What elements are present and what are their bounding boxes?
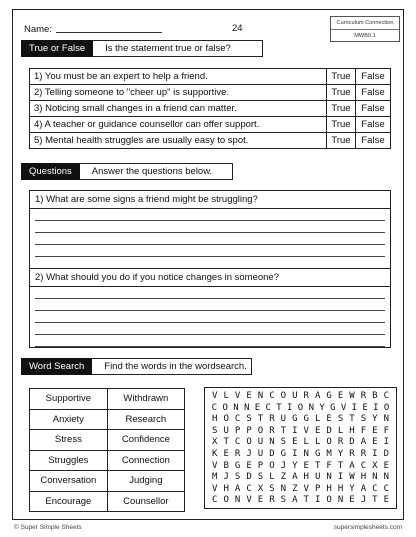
- grid-letter[interactable]: D: [349, 437, 355, 448]
- true-false-table: [29, 68, 391, 149]
- grid-letter[interactable]: P: [234, 425, 241, 436]
- questions-header: [21, 163, 233, 180]
- answer-line[interactable]: [35, 299, 385, 311]
- grid-letter[interactable]: E: [314, 425, 321, 436]
- answer-line[interactable]: [35, 311, 385, 323]
- grid-letter[interactable]: C: [234, 414, 241, 425]
- grid-letter[interactable]: O: [246, 437, 252, 448]
- grid-letter[interactable]: E: [337, 391, 344, 401]
- grid-letter[interactable]: A: [360, 437, 367, 448]
- grid-letter[interactable]: D: [269, 448, 275, 459]
- grid-letter[interactable]: I: [372, 448, 378, 459]
- grid-letter[interactable]: O: [383, 402, 390, 413]
- grid-letter[interactable]: N: [257, 391, 264, 401]
- grid-letter[interactable]: M: [212, 472, 218, 483]
- grid-letter[interactable]: M: [326, 448, 332, 459]
- answer-line[interactable]: [35, 233, 385, 245]
- grid-letter[interactable]: L: [303, 437, 309, 448]
- grid-letter[interactable]: C: [234, 437, 241, 448]
- false-option[interactable]: False: [356, 69, 391, 85]
- grid-letter[interactable]: E: [349, 495, 355, 506]
- word-item: Judging: [107, 471, 184, 492]
- copyright: © Super Simple Sheets: [14, 524, 82, 531]
- word-search-grid: [204, 387, 397, 509]
- answer-line[interactable]: [35, 335, 385, 347]
- grid-letter[interactable]: H: [212, 414, 218, 425]
- grid-letter[interactable]: Z: [280, 472, 287, 483]
- statement-text: 5) Mental health struggles are usually easy to spot.: [30, 133, 327, 149]
- answer-line[interactable]: [35, 209, 385, 221]
- grid-row: [209, 461, 392, 473]
- grid-letter[interactable]: N: [269, 437, 275, 448]
- grid-letter[interactable]: E: [246, 460, 252, 471]
- statement-text: 2) Telling someone to "cheer up" is supportive.: [30, 85, 327, 101]
- grid-letter[interactable]: O: [257, 425, 264, 436]
- grid-letter[interactable]: N: [372, 472, 378, 483]
- grid-letter[interactable]: E: [246, 391, 252, 401]
- grid-letter[interactable]: E: [372, 425, 378, 436]
- word-row: [30, 450, 185, 471]
- grid-letter[interactable]: J: [223, 472, 229, 483]
- grid-letter[interactable]: N: [383, 472, 389, 483]
- grid-letter[interactable]: R: [303, 391, 309, 401]
- grid-letter[interactable]: E: [326, 414, 332, 425]
- curriculum-title: Curriculum Connection: [331, 17, 399, 30]
- false-option[interactable]: False: [356, 85, 391, 101]
- statement-text: 4) A teacher or guidance counsellor can offer support.: [30, 117, 327, 133]
- true-option[interactable]: True: [327, 133, 356, 149]
- grid-letter[interactable]: Z: [292, 483, 298, 494]
- true-option[interactable]: True: [327, 117, 356, 133]
- grid-letter[interactable]: P: [314, 483, 321, 494]
- grid-letter[interactable]: S: [337, 414, 344, 425]
- grid-letter[interactable]: R: [349, 448, 355, 459]
- grid-letter[interactable]: T: [276, 402, 282, 413]
- grid-letter[interactable]: L: [269, 472, 275, 483]
- grid-letter[interactable]: U: [314, 472, 321, 483]
- grid-letter[interactable]: R: [234, 448, 241, 459]
- answer-line[interactable]: [35, 287, 385, 299]
- grid-letter[interactable]: S: [212, 425, 218, 436]
- answer-line[interactable]: [35, 245, 385, 257]
- grid-letter[interactable]: J: [280, 460, 287, 471]
- word-row: [30, 491, 185, 512]
- grid-letter[interactable]: D: [383, 448, 389, 459]
- grid-letter[interactable]: T: [303, 495, 309, 506]
- word-item: Struggles: [30, 450, 108, 471]
- word-item: Conversation: [30, 471, 108, 492]
- grid-letter[interactable]: O: [222, 402, 228, 413]
- grid-letter[interactable]: C: [360, 460, 367, 471]
- grid-letter[interactable]: S: [269, 483, 275, 494]
- word-row: [30, 430, 185, 451]
- question-1-box: [29, 190, 391, 269]
- grid-letter[interactable]: N: [280, 483, 287, 494]
- grid-letter[interactable]: R: [269, 414, 275, 425]
- true-false-header: [21, 40, 263, 57]
- grid-letter[interactable]: H: [360, 472, 367, 483]
- grid-letter[interactable]: L: [314, 437, 321, 448]
- grid-letter[interactable]: S: [280, 437, 287, 448]
- grid-letter[interactable]: I: [337, 472, 344, 483]
- grid-letter[interactable]: U: [223, 425, 229, 436]
- grid-letter[interactable]: Y: [372, 414, 378, 425]
- question-1: 1) What are some signs a friend might be struggling?: [30, 191, 390, 209]
- grid-letter[interactable]: A: [349, 460, 355, 471]
- grid-letter[interactable]: A: [360, 483, 367, 494]
- grid-letter[interactable]: I: [373, 402, 379, 413]
- grid-letter[interactable]: R: [360, 391, 367, 401]
- grid-letter[interactable]: V: [303, 483, 309, 494]
- false-option[interactable]: False: [356, 133, 391, 149]
- word-row: [30, 389, 185, 410]
- grid-letter[interactable]: G: [280, 448, 287, 459]
- question-2: 2) What should you do if you notice changes in someone?: [30, 269, 390, 287]
- grid-letter[interactable]: W: [349, 391, 355, 401]
- name-line[interactable]: [56, 23, 162, 33]
- grid-letter[interactable]: E: [383, 495, 389, 506]
- word-search-header: [21, 358, 252, 375]
- true-option[interactable]: True: [327, 101, 356, 117]
- word-item: Anxiety: [30, 409, 108, 430]
- grid-letter[interactable]: L: [337, 425, 344, 436]
- grid-letter[interactable]: V: [212, 391, 218, 401]
- statement-text: 3) Noticing small changes in a friend can matter.: [30, 101, 327, 117]
- grid-letter[interactable]: D: [326, 425, 332, 436]
- grid-letter[interactable]: E: [292, 437, 298, 448]
- grid-letter[interactable]: S: [257, 472, 264, 483]
- grid-letter[interactable]: I: [351, 402, 358, 413]
- grid-row: [209, 403, 392, 415]
- statement-row: [30, 69, 391, 85]
- grid-letter[interactable]: O: [326, 437, 332, 448]
- grid-row: [209, 472, 392, 484]
- statement-row: [30, 133, 391, 149]
- grid-row: [209, 391, 392, 403]
- grid-letter[interactable]: O: [223, 414, 229, 425]
- grid-letter[interactable]: V: [340, 402, 347, 413]
- grid-row: [209, 449, 392, 461]
- grid-letter[interactable]: C: [211, 402, 218, 413]
- grid-letter[interactable]: V: [212, 483, 218, 494]
- false-option[interactable]: False: [356, 117, 391, 133]
- grid-letter[interactable]: L: [223, 391, 229, 401]
- grid-letter[interactable]: B: [372, 391, 378, 401]
- worksheet: [12, 9, 404, 520]
- grid-letter[interactable]: G: [292, 414, 298, 425]
- word-item: Supportive: [30, 389, 108, 410]
- grid-letter[interactable]: X: [212, 437, 218, 448]
- questions-tag: Questions: [21, 163, 80, 180]
- grid-letter[interactable]: P: [257, 460, 264, 471]
- grid-letter[interactable]: X: [257, 483, 264, 494]
- grid-letter[interactable]: Y: [349, 483, 355, 494]
- word-item: Stress: [30, 430, 108, 451]
- grid-letter[interactable]: D: [246, 472, 252, 483]
- question-2-box: [29, 268, 391, 348]
- grid-letter[interactable]: V: [234, 391, 241, 401]
- grid-letter[interactable]: I: [287, 402, 293, 413]
- name-label: Name:: [24, 24, 52, 35]
- grid-letter[interactable]: T: [314, 460, 321, 471]
- grid-letter[interactable]: Y: [292, 460, 298, 471]
- statement-row: [30, 117, 391, 133]
- grid-row: [209, 495, 392, 507]
- grid-letter[interactable]: T: [257, 414, 264, 425]
- grid-letter[interactable]: H: [303, 472, 309, 483]
- grid-letter[interactable]: N: [303, 448, 309, 459]
- grid-letter[interactable]: A: [234, 483, 241, 494]
- grid-letter[interactable]: N: [234, 495, 241, 506]
- grid-letter[interactable]: E: [372, 437, 378, 448]
- grid-letter[interactable]: N: [383, 414, 389, 425]
- grid-letter[interactable]: E: [223, 448, 229, 459]
- grid-letter[interactable]: T: [372, 495, 378, 506]
- word-row: [30, 471, 185, 492]
- grid-letter[interactable]: H: [326, 483, 332, 494]
- word-search-instruction: Find the words in the wordsearch.: [92, 358, 252, 375]
- grid-row: [209, 414, 392, 426]
- grid-letter[interactable]: U: [257, 437, 264, 448]
- grid-letter[interactable]: E: [303, 460, 309, 471]
- false-option[interactable]: False: [356, 101, 391, 117]
- grid-letter[interactable]: R: [337, 437, 344, 448]
- grid-letter[interactable]: B: [223, 460, 229, 471]
- grid-letter[interactable]: O: [223, 495, 229, 506]
- grid-letter[interactable]: C: [269, 391, 275, 401]
- true-option[interactable]: True: [327, 85, 356, 101]
- grid-letter[interactable]: T: [280, 425, 287, 436]
- grid-letter[interactable]: T: [349, 414, 355, 425]
- grid-letter[interactable]: J: [360, 495, 367, 506]
- grid-letter[interactable]: C: [265, 402, 271, 413]
- grid-letter[interactable]: C: [212, 495, 218, 506]
- word-item: Encourage: [30, 491, 108, 512]
- grid-letter[interactable]: V: [246, 495, 252, 506]
- grid-letter[interactable]: I: [292, 425, 298, 436]
- grid-letter[interactable]: U: [257, 448, 264, 459]
- grid-letter[interactable]: C: [383, 391, 389, 401]
- grid-letter[interactable]: A: [314, 391, 321, 401]
- grid-letter[interactable]: W: [349, 472, 355, 483]
- grid-letter[interactable]: E: [257, 495, 264, 506]
- grid-letter[interactable]: T: [337, 460, 344, 471]
- answer-line[interactable]: [35, 323, 385, 335]
- grid-letter[interactable]: V: [212, 460, 218, 471]
- grid-letter[interactable]: K: [212, 448, 218, 459]
- statement-text: 1) You must be an expert to help a friend.: [30, 69, 327, 85]
- grid-letter[interactable]: G: [326, 391, 332, 401]
- grid-letter[interactable]: N: [337, 495, 344, 506]
- grid-letter[interactable]: R: [269, 495, 275, 506]
- grid-letter[interactable]: N: [308, 402, 314, 413]
- grid-letter[interactable]: N: [233, 402, 239, 413]
- grid-letter[interactable]: H: [349, 425, 355, 436]
- grid-letter[interactable]: F: [326, 460, 332, 471]
- grid-letter[interactable]: S: [280, 495, 287, 506]
- grid-letter[interactable]: O: [326, 495, 332, 506]
- grid-letter[interactable]: O: [297, 402, 304, 413]
- grid-letter[interactable]: G: [234, 460, 241, 471]
- grid-letter[interactable]: I: [292, 448, 298, 459]
- grid-letter[interactable]: S: [234, 472, 241, 483]
- grid-letter[interactable]: A: [292, 495, 298, 506]
- grid-letter[interactable]: A: [292, 472, 298, 483]
- grid-letter[interactable]: S: [246, 414, 252, 425]
- grid-letter[interactable]: S: [360, 414, 367, 425]
- grid-letter[interactable]: U: [280, 414, 287, 425]
- grid-letter[interactable]: U: [292, 391, 298, 401]
- grid-letter[interactable]: X: [372, 460, 378, 471]
- statement-row: [30, 101, 391, 117]
- true-false-tag: True or False: [21, 40, 93, 57]
- word-row: [30, 409, 185, 430]
- word-item: Confidence: [107, 430, 184, 451]
- grid-letter[interactable]: J: [246, 448, 252, 459]
- statement-row: [30, 85, 391, 101]
- grid-letter[interactable]: H: [337, 483, 344, 494]
- website: supersimplesheets.com: [333, 524, 402, 531]
- curriculum-code: MWB9.1: [354, 33, 376, 39]
- questions-instruction: Answer the questions below.: [80, 163, 233, 180]
- grid-row: [209, 426, 392, 438]
- grid-letter[interactable]: E: [254, 402, 261, 413]
- grid-letter[interactable]: H: [223, 483, 229, 494]
- word-item: Counsellor: [107, 491, 184, 512]
- grid-letter[interactable]: R: [360, 448, 367, 459]
- grid-letter[interactable]: L: [314, 414, 321, 425]
- grid-letter[interactable]: E: [383, 460, 389, 471]
- grid-letter[interactable]: V: [303, 425, 309, 436]
- word-item: Withdrawn: [107, 389, 184, 410]
- true-option[interactable]: True: [327, 69, 356, 85]
- word-item: Research: [107, 409, 184, 430]
- grid-row: [209, 437, 392, 449]
- grid-letter[interactable]: E: [362, 402, 368, 413]
- grid-letter[interactable]: C: [383, 483, 389, 494]
- grid-letter[interactable]: Y: [337, 448, 344, 459]
- grid-letter[interactable]: N: [326, 472, 332, 483]
- grid-letter[interactable]: R: [269, 425, 275, 436]
- grid-letter[interactable]: N: [243, 402, 250, 413]
- grid-letter[interactable]: G: [330, 402, 336, 413]
- word-item: Connection: [107, 450, 184, 471]
- grid-letter[interactable]: F: [383, 425, 389, 436]
- grid-letter[interactable]: G: [303, 414, 309, 425]
- curriculum-connection-box: [330, 16, 400, 42]
- grid-letter[interactable]: Y: [319, 402, 325, 413]
- answer-line[interactable]: [35, 221, 385, 233]
- grid-letter[interactable]: C: [372, 483, 378, 494]
- grid-letter[interactable]: P: [246, 425, 252, 436]
- grid-letter[interactable]: O: [280, 391, 287, 401]
- grid-letter[interactable]: F: [360, 425, 367, 436]
- grid-row: [209, 484, 392, 496]
- grid-letter[interactable]: G: [314, 448, 321, 459]
- true-false-instruction: Is the statement true or false?: [93, 40, 263, 57]
- grid-letter[interactable]: O: [269, 460, 275, 471]
- grid-letter[interactable]: I: [383, 437, 389, 448]
- grid-letter[interactable]: I: [314, 495, 321, 506]
- grid-letter[interactable]: C: [246, 483, 252, 494]
- word-list-table: [29, 388, 185, 512]
- word-search-tag: Word Search: [21, 358, 92, 375]
- name-field[interactable]: [24, 23, 162, 35]
- grid-letter[interactable]: T: [223, 437, 229, 448]
- page-number: 24: [232, 23, 243, 34]
